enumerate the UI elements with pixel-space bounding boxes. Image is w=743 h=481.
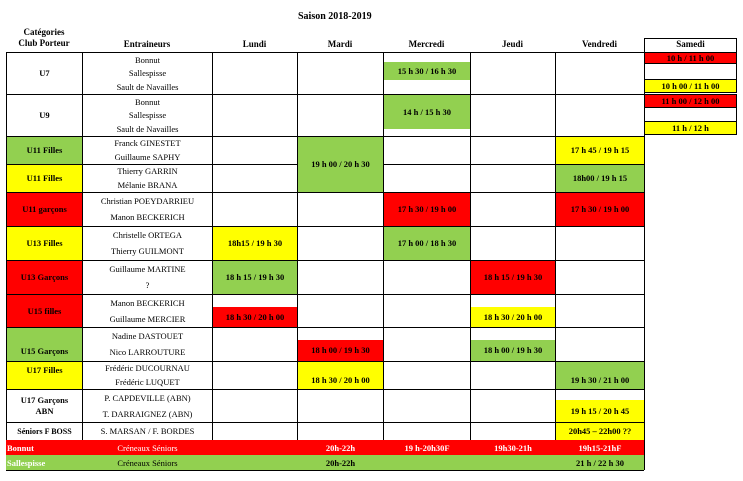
footer-bonnut-vendredi: 19h15-21hF <box>578 442 622 453</box>
slot-u17f-mardi: 18 h 30 / 20 h 00 <box>298 362 383 389</box>
slot-u9-mercredi: 14 h / 15 h 30 <box>384 95 470 129</box>
header-lundi: Lundi <box>242 38 267 49</box>
season-title: Saison 2018-2019 <box>298 11 372 22</box>
coach: Sallespisse <box>128 68 167 79</box>
coach: Mélanie BRANA <box>117 179 178 190</box>
coach: Frédéric DUCOURNAU <box>105 363 190 374</box>
footer-bonnut-label: Créneaux Séniors <box>117 442 178 453</box>
coaches-u15-filles <box>83 295 212 327</box>
slot-u11f-mardi: 19 h 00 / 20 h 30 <box>298 137 383 192</box>
category-u11-filles-b: U11 Filles <box>7 165 82 192</box>
coach: Nico LARROUTURE <box>109 347 186 358</box>
category-u13-filles: U13 Filles <box>7 227 82 260</box>
coaches-u17-garcons <box>83 390 212 422</box>
category-u15-filles: U15 filles <box>7 295 82 327</box>
coach: Thierry GARRIN <box>117 166 178 177</box>
coach: Manon BECKERICH <box>110 297 185 308</box>
category-u17-filles: U17 Filles <box>7 362 82 389</box>
footer-sallespisse-vendredi: 21 h / 22 h 30 <box>576 457 624 468</box>
footer-sallespisse-mardi: 20h-22h <box>325 457 356 468</box>
slot-u17g-vendredi: 19 h 15 / 20 h 45 <box>556 400 644 422</box>
coaches-u13-garcons <box>83 261 212 294</box>
slot-seniors-vendredi: 20h45 – 22h00 ?? <box>556 423 644 440</box>
coach: Manon BECKERICH <box>110 212 185 223</box>
slot-u11g-mercredi: 17 h 30 / 19 h 00 <box>384 193 470 226</box>
coaches-u11-filles-b <box>83 165 212 192</box>
category-u13-garcons: U13 Garçons <box>7 261 82 294</box>
slot-u9-samedi-gap <box>644 108 737 121</box>
slot-u11f-vendredi-2: 18h00 / 19 h 15 <box>556 165 644 192</box>
footer-bonnut-mardi: 20h-22h <box>325 442 356 453</box>
coach: Guillaume SAPHY <box>114 151 181 162</box>
slot-u13f-mercredi: 17 h 00 / 18 h 30 <box>384 227 470 260</box>
slot-u17f-vendredi: 19 h 30 / 21 h 00 <box>556 362 644 389</box>
coaches-u7 <box>83 53 212 94</box>
header-vendredi: Vendredi <box>581 38 617 49</box>
footer-bonnut-club: Bonnut <box>7 442 34 453</box>
header-categories: Catégories Club Porteur <box>18 26 70 48</box>
coaches-u13-filles <box>83 227 212 260</box>
coaches-u9 <box>83 95 212 136</box>
slot-u11g-vendredi: 17 h 30 / 19 h 00 <box>556 193 644 226</box>
slot-u9-samedi-1: 11 h 00 / 12 h 00 <box>644 94 737 108</box>
coach: Bonnut <box>134 96 161 107</box>
slot-u13g-lundi: 18 h 15 / 19 h 30 <box>213 261 297 294</box>
footer-bonnut-mercredi: 19 h-20h30F <box>404 442 450 453</box>
coach: Sault de Navailles <box>116 123 179 134</box>
coach: P. CAPDEVILLE (ABN) <box>104 392 191 403</box>
slot-u15f-lundi: 18 h 30 / 20 h 00 <box>213 307 297 327</box>
coach: Frédéric LUQUET <box>115 376 180 387</box>
category-seniors-f-boss: Séniors F BOSS <box>17 426 72 436</box>
footer-sallespisse-label: Créneaux Séniors <box>117 457 178 468</box>
category-u17-garcons: U17 Garçons ABN <box>20 395 69 416</box>
header-entraineurs: Entraineurs <box>123 38 171 49</box>
coach: ? <box>145 280 150 291</box>
coaches-u17-filles <box>83 362 212 389</box>
coach: Nadine DASTOUET <box>111 330 184 341</box>
header-jeudi: Jeudi <box>501 38 523 49</box>
coach: Christelle ORTEGA <box>112 229 183 240</box>
footer-sallespisse-club: Sallespisse <box>7 457 46 468</box>
coach: Thierry GUILMONT <box>111 246 184 257</box>
coach: Guillaume MERCIER <box>109 313 186 324</box>
header-mercredi: Mercredi <box>408 38 445 49</box>
slot-u7-samedi-1: 10 h / 11 h 00 <box>644 52 737 64</box>
slot-u7-samedi-2: 10 h 00 / 11 h 00 <box>644 79 737 93</box>
coach: Sault de Navailles <box>116 81 179 92</box>
coach: T. DARRAIGNEZ (ABN) <box>102 408 193 419</box>
slot-u15f-jeudi: 18 h 30 / 20 h 00 <box>471 307 555 327</box>
coach: Bonnut <box>134 54 161 65</box>
category-u11-garcons: U11 garçons <box>7 193 82 226</box>
slot-u11f-vendredi-1: 17 h 45 / 19 h 15 <box>556 137 644 164</box>
header-samedi: Samedi <box>644 38 737 52</box>
coaches-u15-garcons <box>83 328 212 361</box>
slot-u7-samedi-gap <box>644 64 737 79</box>
slot-u9-samedi-2: 11 h / 12 h <box>644 121 737 135</box>
category-u15-garcons: U15 Garçons <box>7 328 82 361</box>
coaches-u11-filles-a <box>83 137 212 164</box>
coaches-seniors-f-boss: S. MARSAN / F. BORDES <box>100 426 195 437</box>
coach: Franck GINESTET <box>114 138 181 149</box>
footer-bonnut-jeudi: 19h30-21h <box>494 442 532 453</box>
slot-u13g-jeudi: 18 h 15 / 19 h 30 <box>471 261 555 294</box>
category-u11-filles-a: U11 Filles <box>7 137 82 164</box>
coach: Guillaume MARTINE <box>109 263 186 274</box>
category-u7: U7 <box>39 68 50 79</box>
coaches-u11-garcons <box>83 193 212 226</box>
coach: Christian POEYDARRIEU <box>100 195 195 206</box>
slot-u7-mercredi: 15 h 30 / 16 h 30 <box>384 62 470 80</box>
header-mardi: Mardi <box>327 38 353 49</box>
slot-u15g-jeudi: 18 h 00 / 19 h 30 <box>471 340 555 361</box>
slot-u13f-lundi: 18h15 / 19 h 30 <box>213 227 297 260</box>
category-u9: U9 <box>39 110 50 121</box>
slot-u15g-mardi: 18 h 00 / 19 h 30 <box>298 340 383 361</box>
coach: Sallespisse <box>128 110 167 121</box>
